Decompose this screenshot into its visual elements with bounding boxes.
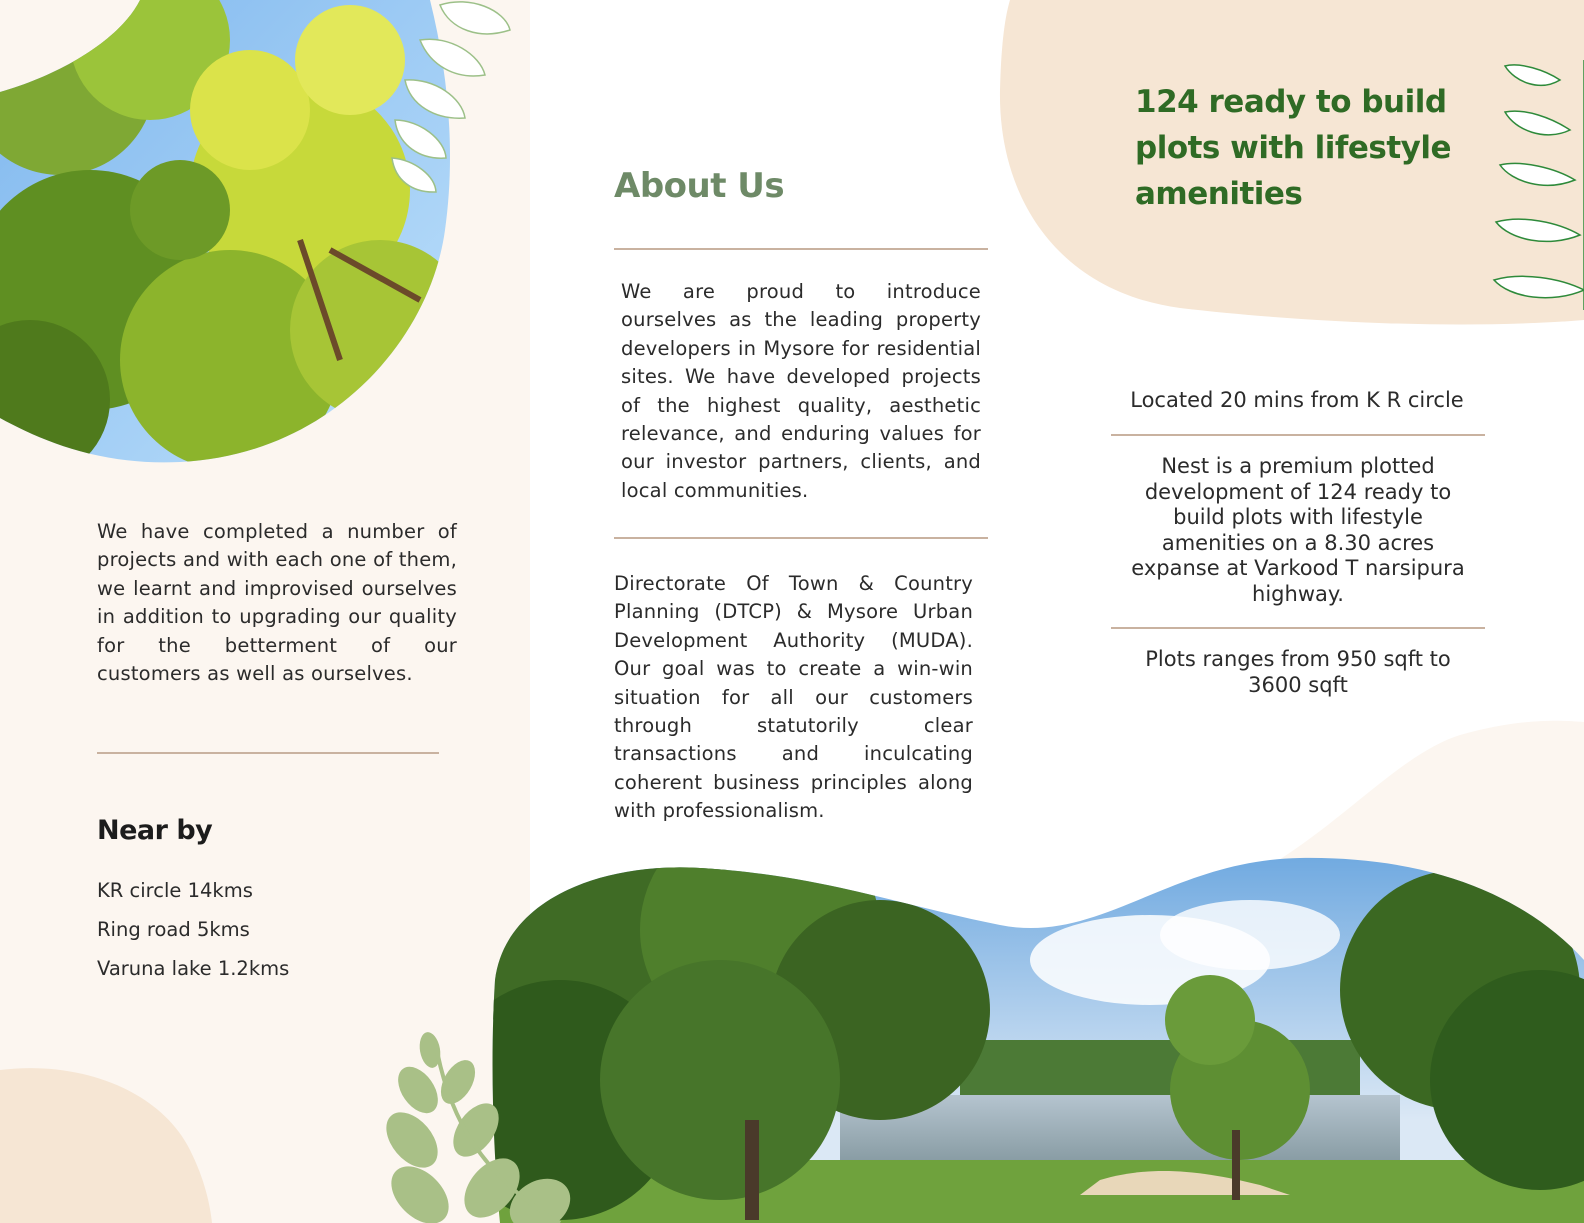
- nearby-heading: Near by: [97, 815, 213, 846]
- nearby-item: KR circle 14kms: [97, 879, 253, 902]
- right-divider-top: [1111, 434, 1485, 436]
- intro-paragraph: We have completed a number of projects and with each one of them, we learnt and improvised ourselves in addition to upgrading our quality for the betterment of our customers as well as ourselves.: [97, 520, 457, 686]
- description-text: Nest is a premium plotted development of 124 ready to build plots with lifestyle amenities on a 8.30 acres expanse at Varkood T narsipura highway.: [1131, 454, 1465, 606]
- nearby-item: Ring road 5kms: [97, 918, 250, 941]
- headline: 124 ready to build plots with lifestyle amenities: [1135, 84, 1452, 212]
- about-heading: About Us: [614, 166, 785, 206]
- location-text: Located 20 mins from K R circle: [1130, 388, 1464, 412]
- nearby-item: Varuna lake 1.2kms: [97, 957, 290, 980]
- plot-range-text: Plots ranges from 950 sqft to 3600 sqft: [1145, 647, 1451, 697]
- approval-paragraph: Directorate Of Town & Country Planning (DTCP) & Mysore Urban Development Authority (MUDA). Our goal was to create a win-win situation for all our customers through statutorily clear transactions and inculcating coherent business principles along with professionalism.: [614, 572, 973, 823]
- nearby-list: [97, 871, 289, 988]
- left-divider: [97, 752, 439, 754]
- about-divider-bottom: [614, 537, 988, 539]
- about-divider-top: [614, 248, 988, 250]
- lake-with-trees-photo: [440, 810, 1584, 1223]
- right-divider-bottom: [1111, 627, 1485, 629]
- about-paragraph: We are proud to introduce ourselves as the leading property developers in Mysore for residential sites. We have developed projects of the highest quality, aesthetic relevance, and enduring values for our investor partners, clients, and local communities.: [621, 280, 981, 502]
